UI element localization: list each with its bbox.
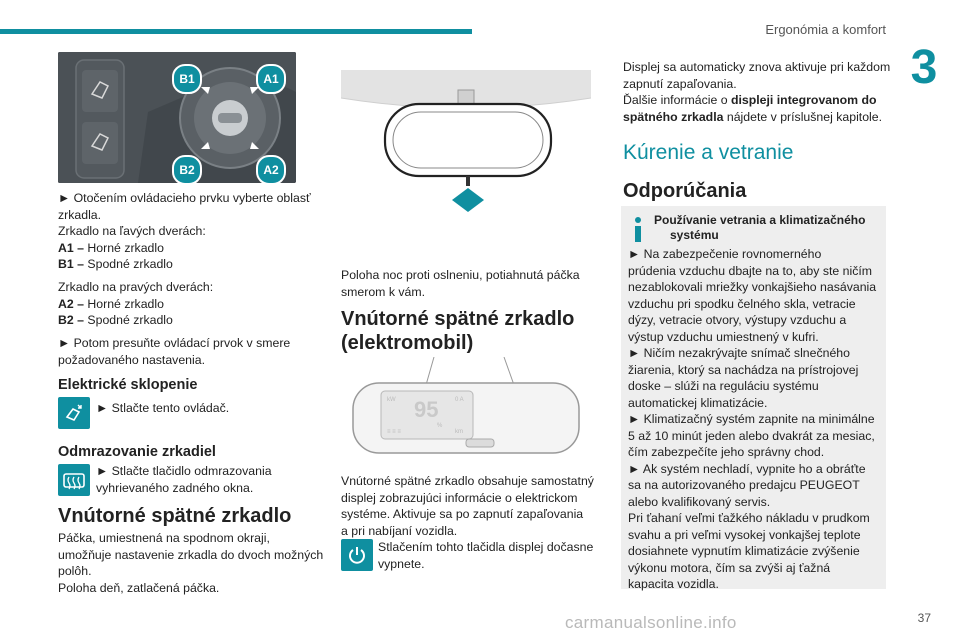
text-line: požadovaného nastavenia.	[58, 352, 205, 367]
bold-span: spätného zrkadla	[623, 109, 724, 124]
text-line: umožňuje nastavenie zrkadla do dvoch možných	[58, 547, 324, 562]
text-line: systéme. Aktivuje sa po zapnutí zapaľovania	[341, 507, 584, 521]
electro-mirror-illustration	[341, 357, 591, 457]
label-b2: B2	[172, 155, 202, 183]
mirror-selection-text	[58, 190, 338, 273]
text-line: zrkadla.	[58, 207, 102, 222]
power-icon	[341, 539, 373, 571]
info-title-line: Používanie vetrania a klimatizačného	[654, 213, 866, 227]
folding-instruction: ► Stlačte tento ovládač.	[96, 401, 230, 415]
night-position-text	[341, 267, 611, 300]
text-line: ► Otočením ovládacieho prvku vyberte oblasť	[58, 191, 311, 205]
b2-key: B2 –	[58, 313, 84, 327]
display-small-left: kW	[387, 397, 396, 403]
text-span: Ďalšie informácie o	[623, 93, 731, 107]
info-line: sa na autorizovaného predajcu PEUGEOT	[628, 478, 860, 492]
text-line: Vnútorné spätné zrkadlo obsahuje samostatný	[341, 474, 594, 488]
display-small-right: 0 A	[455, 397, 464, 403]
text-line: displej zobrazujúci informácie o elektrickom	[341, 490, 578, 505]
text-line: Poloha noc proti oslneniu, potiahnutá páčka	[341, 268, 580, 282]
text-line: vyhrievaného zadného okna.	[96, 480, 254, 495]
a2-definition	[58, 296, 338, 313]
info-line: vzduchu pri spodku čelného skla, vetracie	[628, 296, 856, 311]
heading-defrost: Odmrazovanie zrkadiel	[58, 444, 216, 460]
display-value: 95	[414, 397, 439, 422]
right-door-text	[58, 279, 338, 329]
b1-key: B1 –	[58, 257, 84, 271]
text-line: vypnete.	[378, 556, 425, 571]
info-line: ► Ak systém nechladí, vypnite ho a obráťte	[628, 461, 866, 476]
adjust-text	[58, 335, 338, 368]
b2-definition	[58, 312, 338, 329]
watermark: carmanualsonline.info	[565, 613, 737, 632]
heading-recommendations: Odporúčania	[623, 180, 747, 202]
info-line: ► Klimatizačný systém zapnite na minimálne	[628, 412, 875, 426]
info-line: ► Ničím nezakrývajte snímač slnečného	[628, 346, 850, 360]
info-icon	[629, 216, 647, 242]
page-number: 37	[917, 611, 931, 625]
info-line: 5 až 10 minút jeden alebo dvakrát za mesiac,	[628, 428, 875, 443]
info-line: prúdenia vzduchu dbajte na to, aby ste ničím	[628, 263, 873, 278]
a2-value: Horné zrkadlo	[87, 296, 164, 311]
info-line: nezablokovali mriežky vonkajšieho nasávania	[628, 280, 877, 294]
inner-mirror-text	[58, 530, 338, 596]
text-span: nájdete v príslušnej kapitole.	[723, 109, 883, 124]
info-line: alebo kvalifikovaný servis.	[628, 494, 771, 509]
display-bottom-right: km	[455, 429, 463, 435]
text-line: Zrkadlo na ľavých dverách:	[58, 224, 206, 238]
label-a1: A1	[256, 64, 286, 94]
label-b1: B1	[172, 64, 202, 94]
heading-inner-mirror: Vnútorné spätné zrkadlo	[58, 505, 292, 527]
info-line: svahu a pri veľmi vysokej vonkajšej teplote	[628, 527, 861, 542]
b2-value: Spodné zrkadlo	[87, 313, 173, 327]
info-line: výkonu motora, čím sa zvýši aj ťažná	[628, 560, 831, 575]
display-bottom-left: ≡ ≡ ≡	[387, 429, 401, 435]
heading-line: (elektromobil)	[341, 332, 474, 354]
a2-key: A2 –	[58, 296, 84, 311]
text-line: Páčka, umiestnená na spodnom okraji,	[58, 531, 270, 545]
info-title	[654, 213, 879, 243]
text-line: a pri nabíjaní vozidla.	[341, 523, 458, 538]
info-line: čím zabezpečíte jeho správny chod.	[628, 445, 825, 459]
display-off-text	[378, 539, 608, 572]
heading-electric-folding: Elektrické sklopenie	[58, 377, 198, 393]
info-line: kapacita vozidla.	[628, 577, 719, 591]
display-reactivation-text	[623, 59, 893, 125]
electro-mirror-text	[341, 473, 611, 539]
door-mirror-control-photo	[58, 52, 296, 183]
heading-heating-ventilation: Kúrenie a vetranie	[623, 141, 794, 164]
a1-definition	[58, 240, 338, 257]
defrost-instruction	[96, 463, 336, 496]
a1-key: A1 –	[58, 240, 84, 255]
text-line: ► Stlačte tlačidlo odmrazovania	[96, 464, 272, 478]
rear-defrost-icon	[58, 464, 90, 496]
info-line: žiarenia, ktorý sa nachádza na prístrojovej	[628, 362, 859, 377]
info-line: doske – slúži na reguláciu systému	[628, 379, 819, 393]
header-accent-bar	[0, 29, 472, 34]
b1-definition	[58, 256, 338, 273]
info-line: ► Na zabezpečenie rovnomerného	[628, 247, 822, 261]
info-line: dýzy, vetracie otvory, výstupy vzduchu a	[628, 313, 847, 327]
info-title-line: systému	[670, 228, 719, 242]
text-line: polôh.	[58, 564, 92, 578]
heading-line: Vnútorné spätné zrkadlo	[341, 308, 575, 330]
a1-value: Horné zrkadlo	[87, 240, 164, 255]
info-line: Pri ťahaní veľmi ťažkého nákladu v prudkom	[628, 511, 870, 525]
text-line	[623, 92, 893, 109]
bold-span: displeji integrovanom do	[730, 93, 877, 107]
mirror-fold-icon	[58, 397, 90, 429]
b1-value: Spodné zrkadlo	[87, 257, 173, 271]
rear-view-mirror-illustration	[341, 70, 591, 230]
heading-electro-mirror	[341, 307, 611, 355]
info-line: automatickej klimatizácie.	[628, 395, 768, 410]
label-a2: A2	[256, 155, 286, 183]
text-line: ► Potom presuňte ovládací prvok v smere	[58, 336, 291, 350]
text-line: Zrkadlo na pravých dverách:	[58, 280, 214, 294]
text-line: smerom k vám.	[341, 284, 426, 299]
info-line: výstup vzduchu umiestnený v kufri.	[628, 329, 819, 344]
info-body	[628, 246, 886, 593]
text-line	[623, 109, 893, 126]
text-line: zapnutí zapaľovania.	[623, 76, 737, 91]
section-title: Ergonómia a komfort	[765, 22, 886, 37]
text-line: Poloha deň, zatlačená páčka.	[58, 580, 220, 595]
display-unit: %	[437, 423, 443, 429]
info-line: dosiahnete vypnutím klimatizácie zvýšenie	[628, 544, 860, 558]
text-line: Displej sa automaticky znova aktivuje pri každom	[623, 60, 891, 74]
chapter-number: 3	[910, 41, 938, 94]
text-line: Stlačením tohto tlačidla displej dočasne	[378, 540, 594, 554]
